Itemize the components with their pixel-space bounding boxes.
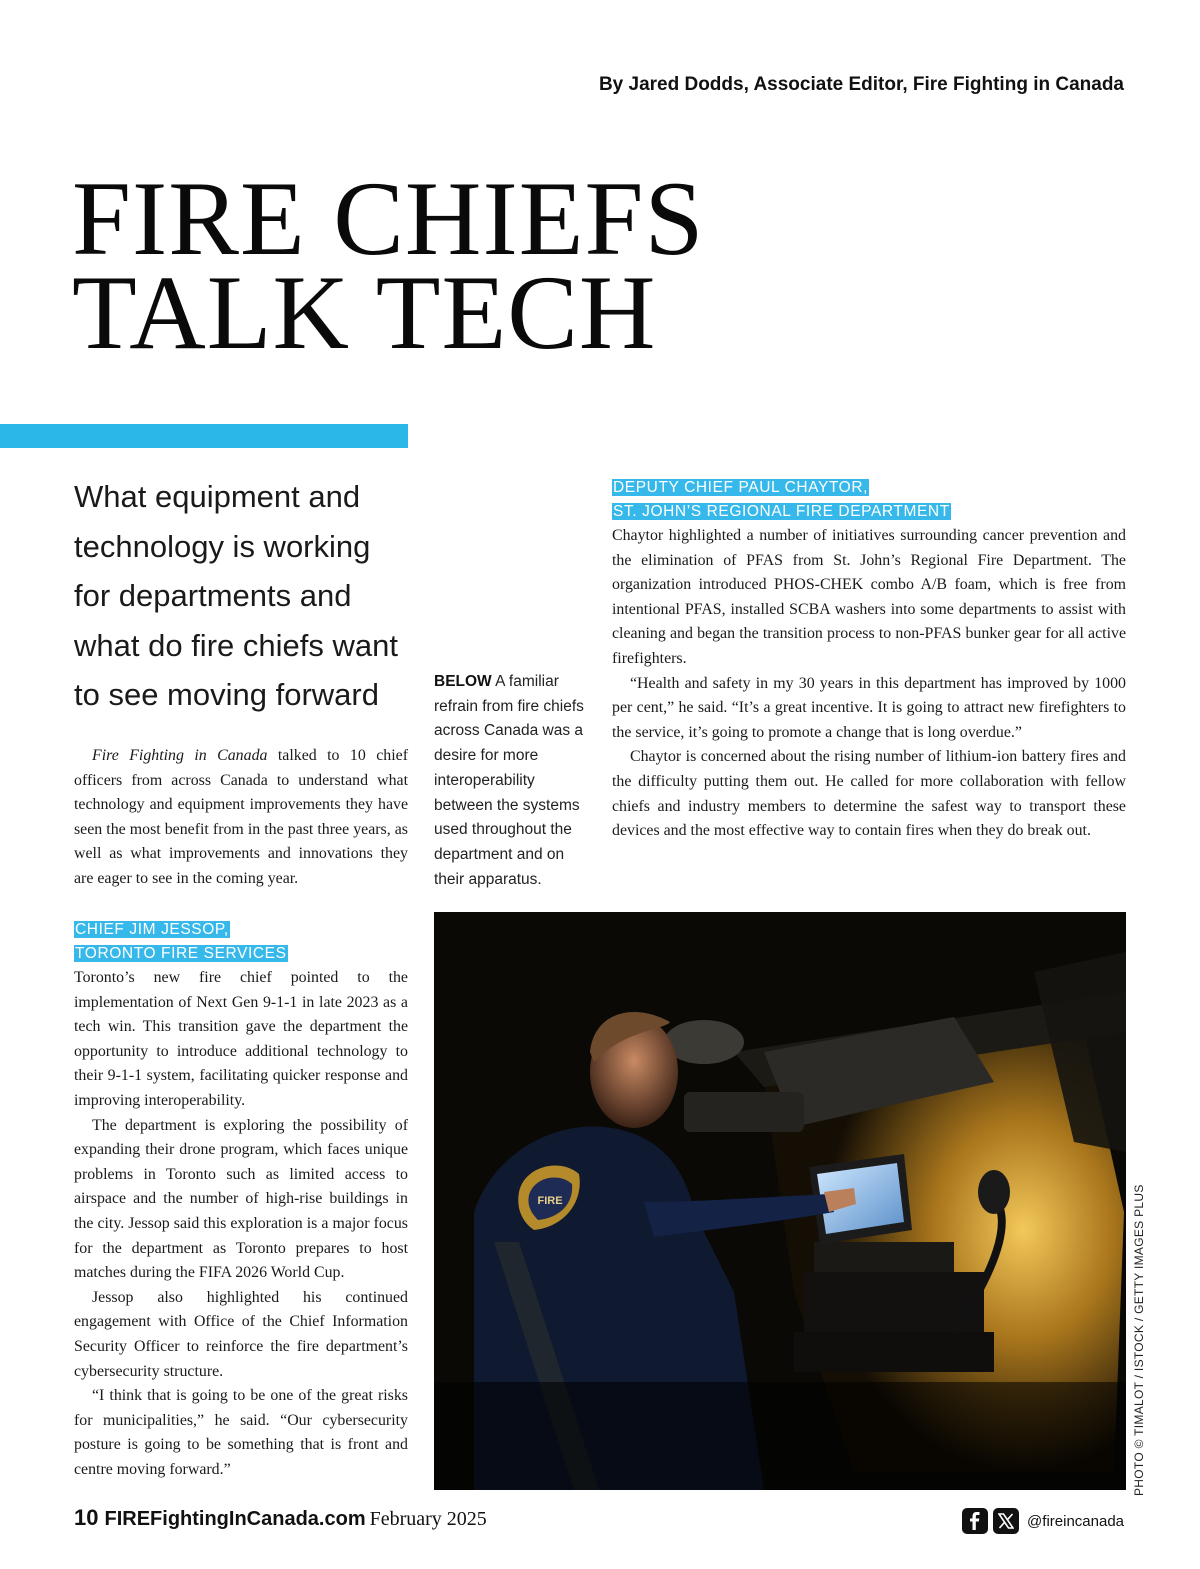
photo-credit: PHOTO © TIMALOT / ISTOCK / GETTY IMAGES PLUS [1132, 1184, 1146, 1496]
accent-bar [0, 424, 408, 448]
intro-body: talked to 10 chief officers from across Canada to understand what technology and equipment improvements they have seen the most benefit from in the past three years, as well as what improvements and innovations they are eager to see in the coming year. [74, 747, 408, 887]
byline: By Jared Dodds, Associate Editor, Fire Fighting in Canada [598, 74, 1124, 95]
page-number: 10 [74, 1505, 99, 1530]
section-chaytor [612, 476, 1126, 844]
paragraph: “Health and safety in my 30 years in this department has improved by 1000 per cent,” he said. “It’s a great incentive. It is going to attract new firefighters to the service, it’s going to promote a change that is long overdue.” [612, 674, 1126, 741]
section-heading [612, 476, 1126, 524]
heading-line: TORONTO FIRE SERVICES [75, 945, 287, 962]
facebook-icon[interactable] [962, 1508, 988, 1534]
deck-line: what do fire chiefs want [74, 627, 398, 663]
x-icon[interactable] [993, 1508, 1019, 1534]
footer-left [74, 1505, 487, 1531]
publication-name: Fire Fighting in Canada [92, 747, 268, 764]
photo-illustration [434, 912, 1126, 1490]
caption-text: A familiar refrain from fire chiefs across Canada was a desire for more interoperability between the systems used throughout the department and on their apparatus. [434, 673, 584, 888]
paragraph: Jessop also highlighted his continued engagement with Office of the Chief Information Security Officer to reinforce the fire department’s cybersecurity structure. [74, 1288, 408, 1380]
paragraph: Toronto’s new fire chief pointed to the implementation of Next Gen 9-1-1 in late 2023 as a tech win. This transition gave the department the opportunity to introduce additional technology to their 9-1-1 system, facilitating quicker response and improving interoperability. [74, 969, 408, 1109]
heading-line: DEPUTY CHIEF PAUL CHAYTOR, [613, 479, 869, 496]
intro-text [74, 744, 408, 892]
deck-line: technology is working [74, 528, 371, 564]
heading-line: ST. JOHN’S REGIONAL FIRE DEPARTMENT [613, 503, 950, 520]
photo-caption [434, 670, 584, 892]
article-deck [74, 472, 414, 720]
article-title [72, 160, 1072, 371]
deck-line: What equipment and [74, 479, 361, 514]
title-line-2: TALK TECH [72, 254, 657, 371]
footer-social [962, 1508, 1124, 1534]
section-heading [74, 918, 408, 966]
deck-line: to see moving forward [74, 677, 379, 712]
caption-label: BELOW [434, 673, 492, 690]
title-line-1: FIRE CHIEFS [72, 160, 705, 277]
section-jessop [74, 918, 408, 1482]
patch-text: FIRE [537, 1195, 563, 1207]
paragraph: “I think that is going to be one of the great risks for municipalities,” he said. “Our cybersecurity posture is going to be something that is front and centre moving forward.” [74, 1387, 408, 1478]
firefighter-photo [434, 912, 1126, 1490]
paragraph: The department is exploring the possibility of expanding their drone program, which faces unique problems in Toronto such as limited access to airspace and the number of high-rise buildings in the city. Jessop said this exploration is a major focus for the department as Toronto prepares to host matches during the FIFA 2026 World Cup. [74, 1116, 408, 1282]
intro-paragraph [74, 744, 408, 892]
paragraph: Chaytor is concerned about the rising number of lithium-ion battery fires and the difficulty putting them out. He called for more collaboration with fellow chiefs and industry members to determine the safest way to transport these devices and the most effective way to contain fires when they do break out. [612, 748, 1126, 840]
issue-date: February 2025 [369, 1508, 487, 1530]
paragraph: Chaytor highlighted a number of initiatives surrounding cancer prevention and the elimination of PFAS from St. John’s Regional Fire Department. The organization introduced PHOS-CHEK combo A/B foam, which is free from intentional PFAS, installed SCBA washers into some departments to assist with cleaning and began the transition process to non-PFAS bunker gear for all active firefighters. [612, 527, 1126, 667]
heading-line: CHIEF JIM JESSOP, [75, 921, 229, 938]
site-link[interactable]: FIREFightingInCanada.com [104, 1508, 366, 1530]
social-handle[interactable]: @fireincanada [1027, 1512, 1124, 1530]
deck-line: for departments and [74, 578, 352, 613]
